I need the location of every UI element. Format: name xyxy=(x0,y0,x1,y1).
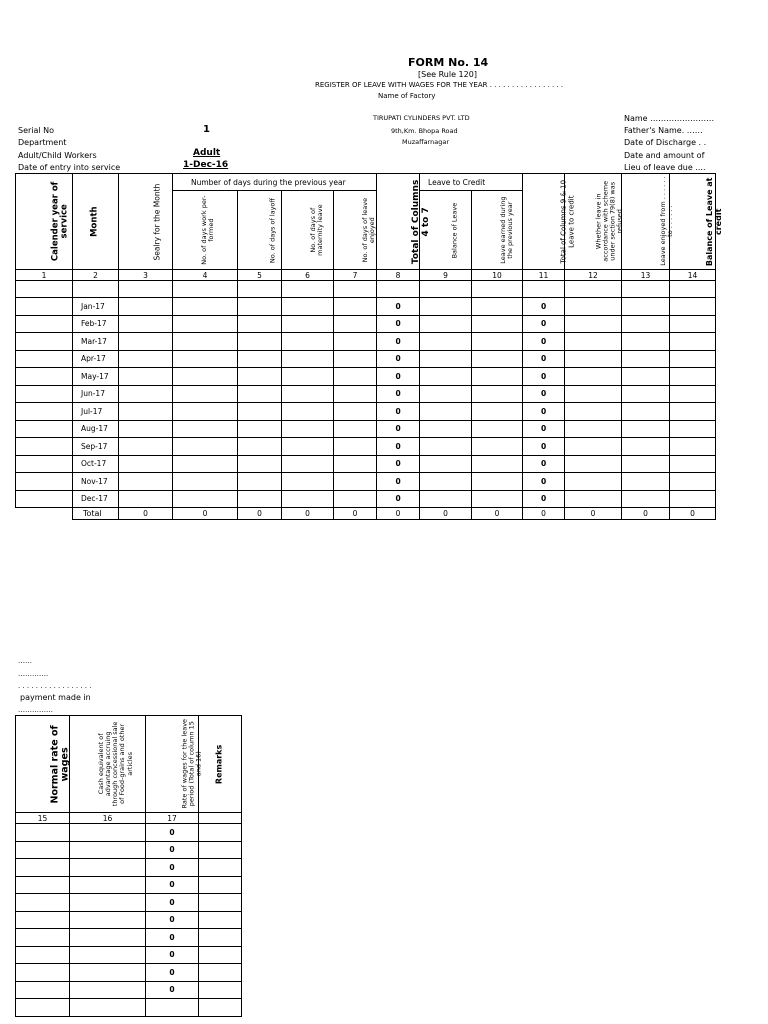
leave-register-table xyxy=(15,173,724,520)
factory-address-2: Muzaffarnagar xyxy=(402,138,450,146)
month-cell: Oct-17 xyxy=(73,455,119,473)
rate-leave-cell: 0 xyxy=(146,824,199,842)
note-5: …………… xyxy=(18,706,53,714)
serial-no-label: Serial No xyxy=(18,126,55,135)
month-cell: Nov-17 xyxy=(73,473,119,491)
total-4-7-cell: 0 xyxy=(377,333,420,351)
header-month: Month xyxy=(73,174,119,270)
rate-leave-cell: 0 xyxy=(146,894,199,912)
rate-leave-cell: 0 xyxy=(146,946,199,964)
serial-no-value: 1 xyxy=(203,124,210,135)
table-row xyxy=(16,281,716,298)
note-2: …………. xyxy=(18,670,49,678)
table-row xyxy=(16,350,716,368)
date-entry-label: Date of entry into service xyxy=(18,163,121,172)
month-cell: Jul-17 xyxy=(73,403,119,421)
factory-label: Name of Factory xyxy=(378,92,436,100)
rate-leave-cell: 0 xyxy=(146,911,199,929)
amount-date-field: Date and amount of xyxy=(624,151,705,160)
rate-leave-cell: 0 xyxy=(146,841,199,859)
rate-leave-cell: 0 xyxy=(146,929,199,947)
rule-reference: [See Rule 120] xyxy=(418,70,477,79)
adult-child-label: Adult/Child Workers xyxy=(18,151,97,160)
table-row xyxy=(16,490,716,508)
header-cash-equivalent: Cash equivalent of advantage accruing through concessional sale of Food-grains and other articles xyxy=(70,716,146,813)
factory-address-1: 9th,Km. Bhopa Road xyxy=(391,127,458,135)
table-row xyxy=(16,333,716,351)
wages-row xyxy=(16,946,242,964)
month-cell: Sep-17 xyxy=(73,438,119,456)
header-total-4-7: Total of Columns 4 to 7 xyxy=(377,174,420,270)
total-4-7-cell: 0 xyxy=(377,368,420,386)
total-4-7-cell: 0 xyxy=(377,385,420,403)
month-cell: Jun-17 xyxy=(73,385,119,403)
table-row xyxy=(16,455,716,473)
wages-row xyxy=(16,999,242,1017)
header-leave-earned: Leave earned during the previous year xyxy=(472,191,523,270)
month-cell: Feb-17 xyxy=(73,315,119,333)
month-cell: Mar-17 xyxy=(73,333,119,351)
rate-leave-cell: 0 xyxy=(146,981,199,999)
leave-credit-cell: 0 xyxy=(523,455,565,473)
leave-credit-cell: 0 xyxy=(523,385,565,403)
table-row xyxy=(16,420,716,438)
department-label: Department xyxy=(18,138,67,147)
header-leave-days: No. of days of leave enjoyed xyxy=(334,191,377,270)
wages-row xyxy=(16,876,242,894)
header-balance-leave: Balance of Leave xyxy=(420,191,472,270)
header-credit-group: Leave to Credit xyxy=(420,174,523,191)
wages-row xyxy=(16,964,242,982)
total-4-7-cell: 0 xyxy=(377,455,420,473)
wages-row xyxy=(16,929,242,947)
father-name-field: Father's Name. …… xyxy=(624,126,703,135)
total-4-7-cell: 0 xyxy=(377,438,420,456)
total-4-7-cell: 0 xyxy=(377,490,420,508)
table-row xyxy=(16,298,716,316)
table-row xyxy=(16,315,716,333)
total-4-7-cell: 0 xyxy=(377,315,420,333)
employee-name-field: Name …………………… xyxy=(624,114,715,123)
leave-credit-cell: 0 xyxy=(523,438,565,456)
rate-leave-cell: 0 xyxy=(146,964,199,982)
leave-credit-cell: 0 xyxy=(523,368,565,386)
header-days-group: Number of days during the previous year xyxy=(173,174,377,191)
total-4-7-cell: 0 xyxy=(377,403,420,421)
leave-credit-cell: 0 xyxy=(523,490,565,508)
discharge-date-field: Date of Discharge . . xyxy=(624,138,707,147)
form-title: FORM No. 14 xyxy=(408,56,489,69)
table-row xyxy=(16,473,716,491)
header-days-worked: No. of days work per- formed xyxy=(173,191,238,270)
column-number-row: 1 2 3 4 5 6 7 8 9 10 11 12 13 14 xyxy=(16,270,716,281)
note-payment: payment made in xyxy=(20,693,91,702)
total-4-7-cell: 0 xyxy=(377,420,420,438)
table-row xyxy=(16,368,716,386)
adult-child-value: Adult xyxy=(193,148,221,158)
wages-row xyxy=(16,824,242,842)
leave-credit-cell: 0 xyxy=(523,333,565,351)
wages-row xyxy=(16,911,242,929)
leave-credit-cell: 0 xyxy=(523,403,565,421)
header-total-9-10: Total of Columns 9 & 10 Leave to credit xyxy=(523,174,565,270)
table-row xyxy=(16,438,716,456)
factory-name: TIRUPATI CYLINDERS PVT. LTD xyxy=(373,114,470,122)
total-4-7-cell: 0 xyxy=(377,298,420,316)
table-row xyxy=(16,403,716,421)
leave-credit-cell: 0 xyxy=(523,350,565,368)
lieu-leave-field: Lieu of leave due .... xyxy=(624,163,706,172)
leave-credit-cell: 0 xyxy=(523,473,565,491)
wages-row xyxy=(16,859,242,877)
wages-row xyxy=(16,841,242,859)
month-cell: Apr-17 xyxy=(73,350,119,368)
header-layoff: No. of days of layoff xyxy=(238,191,282,270)
month-cell: Jan-17 xyxy=(73,298,119,316)
totals-row: Total 0 0 0 0 0 0 0 0 0 0 0 0 xyxy=(16,508,716,520)
rate-leave-cell: 0 xyxy=(146,876,199,894)
header-balance: Balance of Leave at credit xyxy=(670,174,716,270)
wages-row xyxy=(16,894,242,912)
leave-credit-cell: 0 xyxy=(523,315,565,333)
month-cell: Aug-17 xyxy=(73,420,119,438)
note-1: …… xyxy=(18,657,32,665)
leave-credit-cell: 0 xyxy=(523,420,565,438)
register-title: REGISTER OF LEAVE WITH WAGES FOR THE YEAR . . . . . . . . . . . . . . . . . xyxy=(315,81,564,89)
wages-row xyxy=(16,981,242,999)
header-rate-leave-period: Rate of wages for the leave period (Total of column 15 and 16) xyxy=(146,716,199,813)
header-normal-rate: Normal rate of wages xyxy=(16,716,70,813)
note-3: . . . . . . . . . . . . . . . . . xyxy=(18,682,92,690)
wages-table xyxy=(15,715,242,1017)
table-row xyxy=(16,385,716,403)
header-remarks: Remarks xyxy=(199,716,242,813)
header-salary: Sealry for the Month xyxy=(119,174,173,270)
header-calendar-year: Calender year of service xyxy=(16,174,73,270)
date-entry-value: 1-Dec-16 xyxy=(183,160,229,170)
leave-credit-cell: 0 xyxy=(523,298,565,316)
header-maternity: No. of days of maternity leave xyxy=(282,191,334,270)
header-leave-refused: Whether leave in accordance with scheme under section 79(8) was refused xyxy=(565,174,622,270)
month-cell: Dec-17 xyxy=(73,490,119,508)
month-cell: May-17 xyxy=(73,368,119,386)
total-4-7-cell: 0 xyxy=(377,473,420,491)
rate-leave-cell: 0 xyxy=(146,859,199,877)
header-leave-enjoyed: Leave enjoyed from . . . . . . to . . . . . . xyxy=(622,174,670,270)
wages-column-number-row: 15 16 17 xyxy=(16,813,242,824)
total-4-7-cell: 0 xyxy=(377,350,420,368)
